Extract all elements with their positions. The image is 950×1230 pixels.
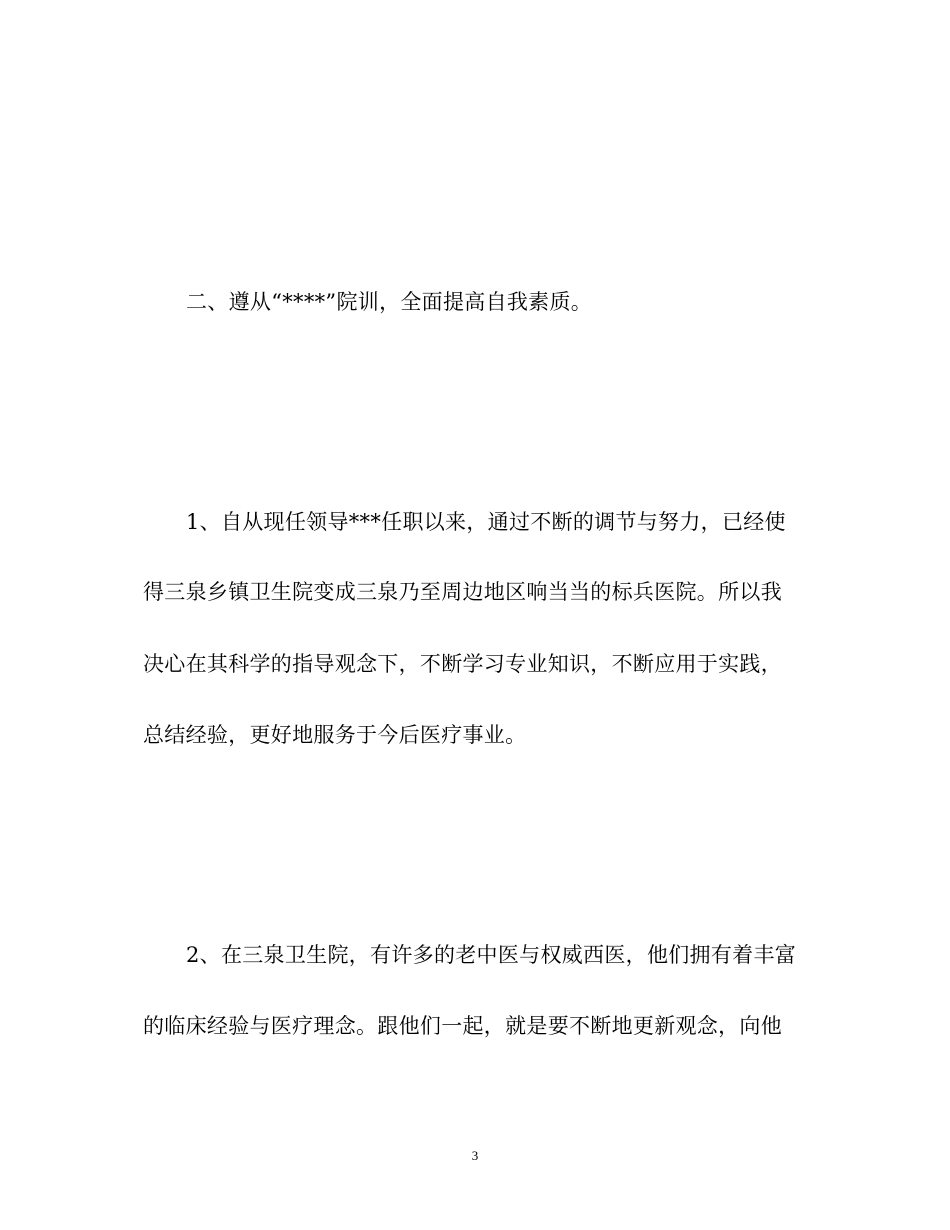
page-number: 3 [471, 1148, 479, 1163]
paragraph-2-line: 的临床经验与医疗理念。跟他们一起，就是要不断地更新观念，向他 [143, 1014, 782, 1038]
section-heading: 二、遵从“****”院训，全面提高自我素质。 [186, 290, 593, 314]
paragraph-2-line: 2、在三泉卫生院，有许多的老中医与权威西医，他们拥有着丰富 [186, 943, 797, 967]
paragraph-1-line: 决心在其科学的指导观念下，不断学习专业知识，不断应用于实践， [143, 652, 782, 676]
paragraph-1-line: 得三泉乡镇卫生院变成三泉乃至周边地区响当当的标兵医院。所以我 [143, 580, 782, 604]
paragraph-1-line: 总结经验，更好地服务于今后医疗事业。 [143, 723, 527, 747]
paragraph-1-line: 1、自从现任领导***任职以来，通过不断的调节与努力，已经使 [186, 510, 786, 534]
